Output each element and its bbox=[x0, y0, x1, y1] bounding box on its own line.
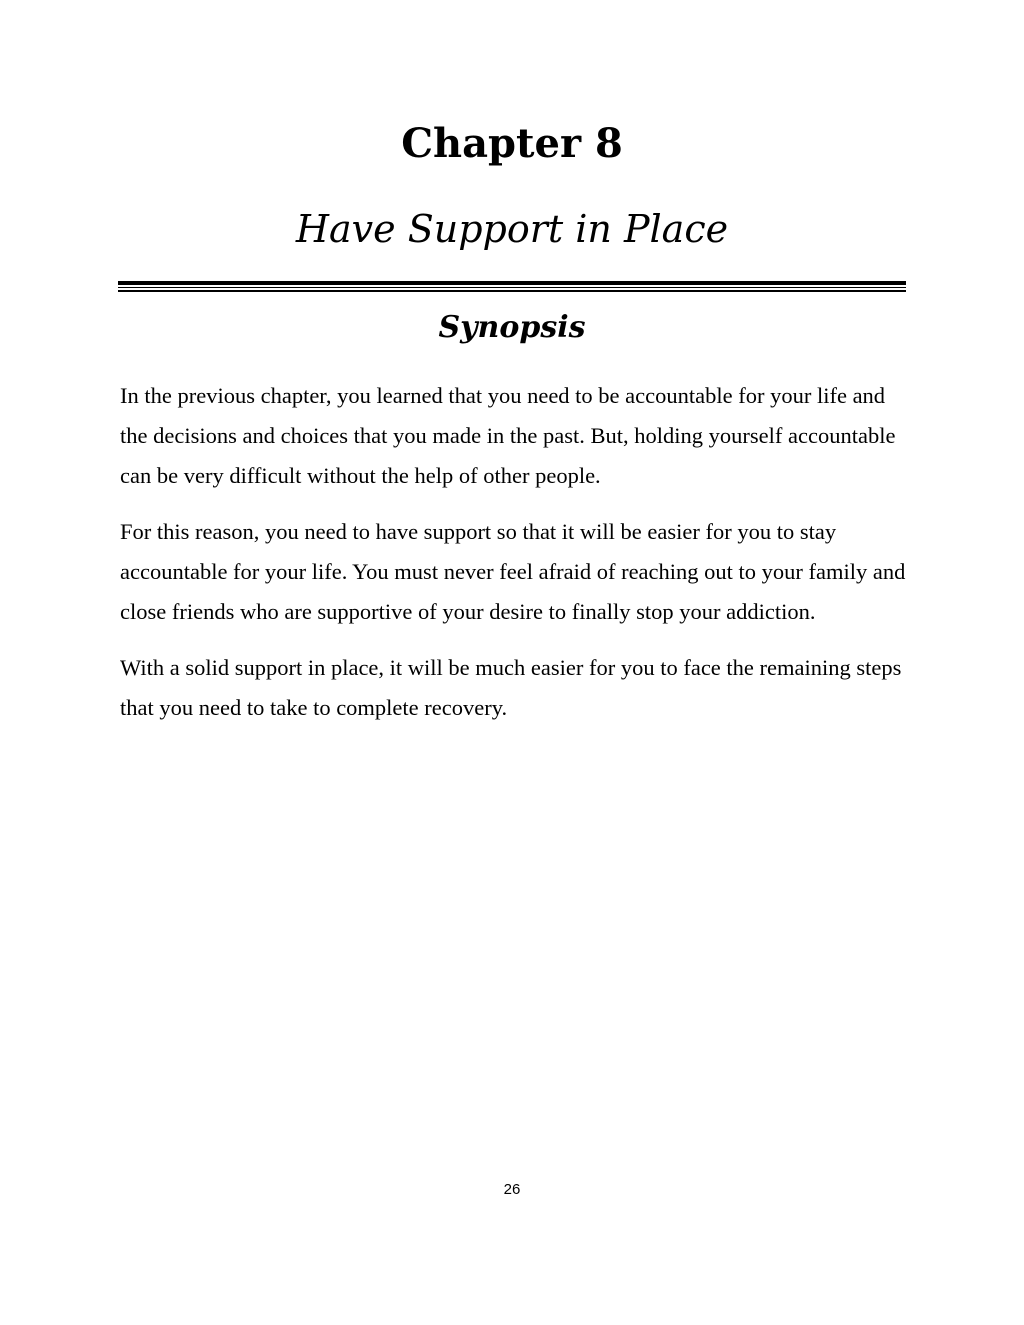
section-heading: Synopsis bbox=[438, 310, 586, 345]
paragraph: In the previous chapter, you learned that you need to be accountable for your life and the decisions and choices that you made in the past. But, holding yourself accountable can be very difficult without the help of other people. bbox=[120, 383, 896, 488]
paragraph: With a solid support in place, it will be much easier for you to face the remaining steps that you need to take to complete recovery. bbox=[120, 655, 902, 720]
page-number: 26 bbox=[503, 1181, 521, 1198]
synopsis-body bbox=[120, 376, 910, 744]
divider-line-thick bbox=[118, 281, 906, 285]
triple-line-divider bbox=[118, 281, 906, 293]
paragraph: For this reason, you need to have support so that it will be easier for you to stay accountable for your life. You must never feel afraid of reaching out to your family and close friends who are supportive of your desire to finally stop your addiction. bbox=[120, 519, 906, 624]
chapter-title: Chapter 8 bbox=[401, 120, 623, 167]
divider-line-medium bbox=[118, 290, 906, 292]
chapter-subtitle: Have Support in Place bbox=[295, 207, 729, 251]
divider-line-thin bbox=[118, 287, 906, 288]
